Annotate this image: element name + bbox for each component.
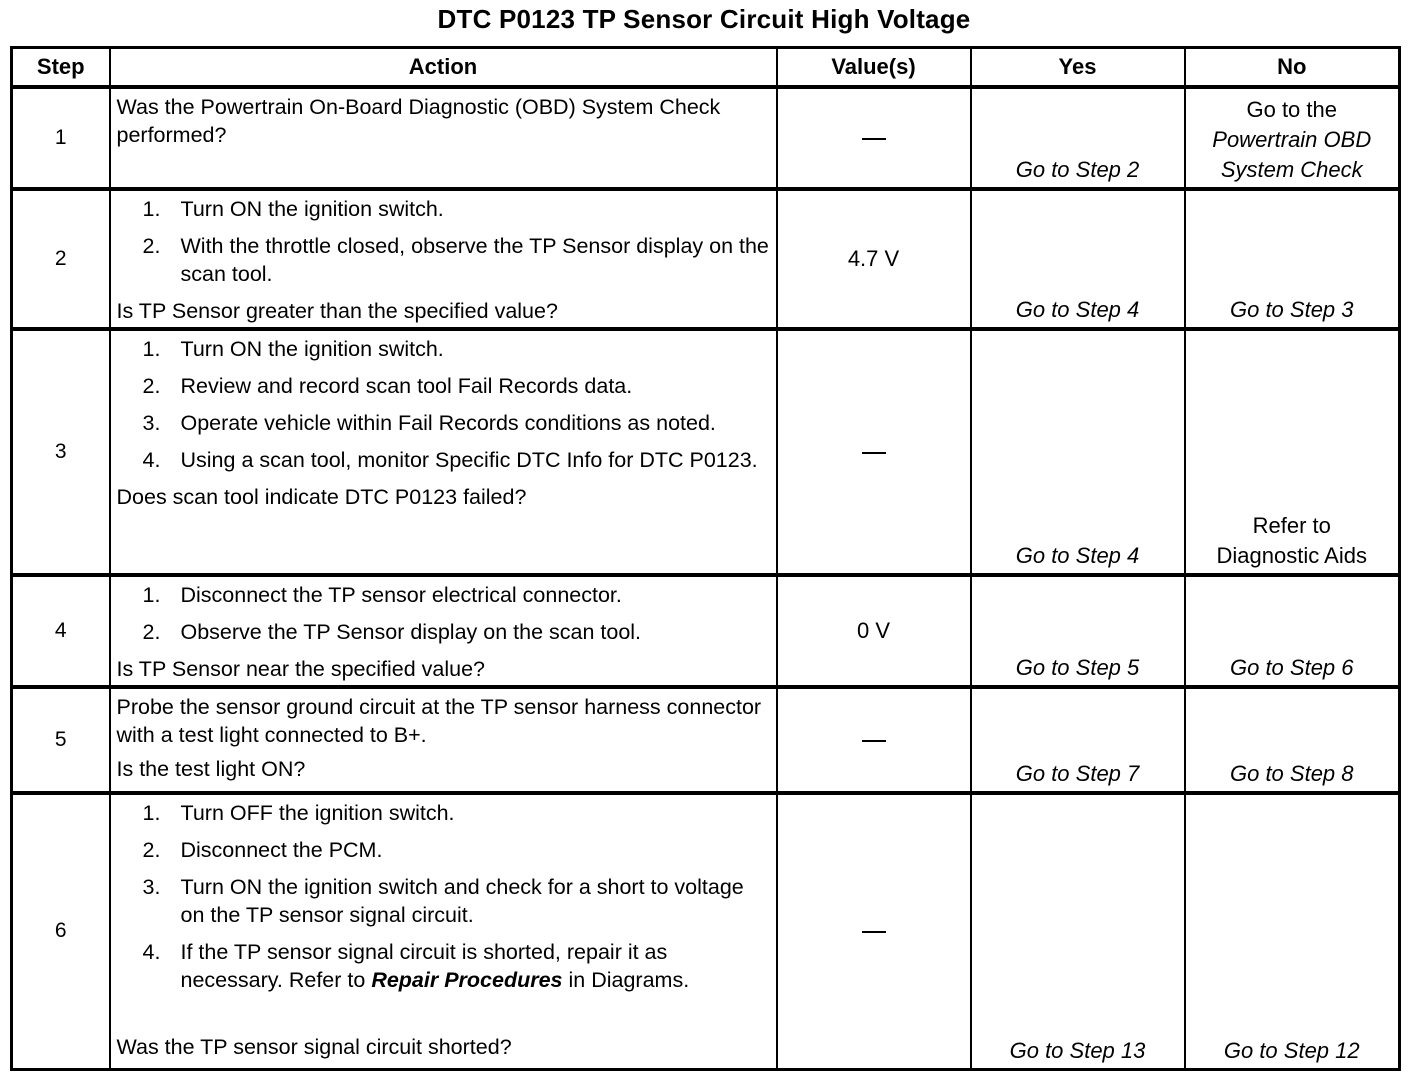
action-intro: Was the Powertrain On-Board Diagnostic (OBD) System Check performed?	[116, 95, 721, 147]
value-dash	[862, 740, 886, 742]
item-text: Turn ON the ignition switch.	[180, 197, 444, 221]
list-item	[143, 581, 770, 609]
action-question: Is TP Sensor near the specified value?	[116, 657, 486, 681]
value-dash	[862, 138, 886, 140]
action-question: Does scan tool indicate DTC P0123 failed?	[116, 485, 527, 509]
table-row	[12, 687, 1400, 793]
table-header-row	[12, 48, 1400, 88]
diagnostic-table	[10, 46, 1401, 1071]
step-number: 2	[12, 189, 110, 329]
yes-cell: Go to Step 5	[971, 575, 1185, 687]
action-cell	[110, 189, 777, 329]
step-number: 1	[12, 87, 110, 189]
list-item	[143, 232, 770, 288]
item-number: 1.	[142, 801, 161, 825]
item-text: Disconnect the TP sensor electrical connector.	[180, 583, 622, 607]
item-text: Using a scan tool, monitor Specific DTC Info for DTC P0123.	[180, 448, 758, 472]
repair-procedures-ref: Repair Procedures	[371, 968, 563, 992]
item-number: 1.	[142, 583, 161, 607]
item-number: 3.	[142, 411, 161, 435]
item-number: 2.	[142, 234, 161, 258]
action-steps	[117, 799, 770, 994]
no-cell: Go to Step 12	[1185, 793, 1400, 1069]
value-cell: 0 V	[777, 575, 971, 687]
header-action: Action	[110, 48, 777, 88]
no-cell: Go to Step 8	[1185, 687, 1400, 793]
action-cell	[110, 793, 777, 1069]
value-dash	[862, 452, 886, 454]
value-cell	[777, 687, 971, 793]
value-dash	[862, 931, 886, 933]
list-item	[143, 938, 770, 994]
value-cell	[777, 793, 971, 1069]
item-text: Operate vehicle within Fail Records conditions as noted.	[180, 411, 716, 435]
list-item	[143, 799, 770, 827]
list-item	[143, 372, 770, 400]
item-text: Turn OFF the ignition switch.	[180, 801, 455, 825]
spacer	[117, 1003, 770, 1033]
item-number: 1.	[142, 337, 161, 361]
table-row	[12, 575, 1400, 687]
header-yes: Yes	[971, 48, 1185, 88]
list-item	[143, 446, 770, 474]
value-cell: 4.7 V	[777, 189, 971, 329]
item-number: 4.	[142, 940, 161, 964]
action-steps	[117, 335, 770, 474]
item-text: Observe the TP Sensor display on the scan tool.	[180, 620, 642, 644]
list-item	[143, 836, 770, 864]
step-number: 5	[12, 687, 110, 793]
no-prefix: Go to the	[1246, 97, 1337, 122]
no-link: Powertrain OBD System Check	[1212, 127, 1372, 182]
item-number: 4.	[142, 448, 161, 472]
item-text: Turn ON the ignition switch and check for a short to voltage on the TP sensor signal circuit.	[180, 875, 744, 927]
table-row	[12, 189, 1400, 329]
item-number: 1.	[142, 197, 161, 221]
item-number: 2.	[142, 620, 161, 644]
list-item	[143, 195, 770, 223]
list-item	[143, 873, 770, 929]
step-number: 4	[12, 575, 110, 687]
header-values: Value(s)	[777, 48, 971, 88]
step-number: 3	[12, 329, 110, 575]
yes-cell: Go to Step 7	[971, 687, 1185, 793]
item-text-lead: If the TP sensor signal circuit is shorted, repair it as necessary. Refer to	[180, 940, 668, 992]
table-row	[12, 793, 1400, 1069]
action-question: Is the test light ON?	[116, 757, 306, 781]
action-question: Is TP Sensor greater than the specified value?	[116, 299, 558, 323]
item-text	[181, 938, 770, 994]
no-cell	[1185, 87, 1400, 189]
list-item	[143, 618, 770, 646]
table-row	[12, 329, 1400, 575]
item-text: With the throttle closed, observe the TP Sensor display on the scan tool.	[180, 234, 769, 286]
action-question: Was the TP sensor signal circuit shorted?	[116, 1035, 512, 1059]
action-intro: Probe the sensor ground circuit at the TP sensor harness connector with a test light connected to B+.	[116, 695, 762, 747]
yes-cell: Go to Step 2	[971, 87, 1185, 189]
action-steps	[117, 581, 770, 646]
no-cell: Refer to Diagnostic Aids	[1185, 329, 1400, 575]
item-number: 2.	[142, 374, 161, 398]
header-step: Step	[12, 48, 110, 88]
list-item	[143, 335, 770, 363]
action-cell	[110, 87, 777, 189]
yes-cell: Go to Step 4	[971, 189, 1185, 329]
item-number: 3.	[142, 875, 161, 899]
list-item	[143, 409, 770, 437]
action-cell	[110, 687, 777, 793]
item-text: Disconnect the PCM.	[180, 838, 383, 862]
yes-cell: Go to Step 13	[971, 793, 1185, 1069]
value-cell	[777, 329, 971, 575]
action-cell	[110, 575, 777, 687]
item-text: Review and record scan tool Fail Records data.	[180, 374, 633, 398]
no-cell: Go to Step 6	[1185, 575, 1400, 687]
no-cell: Go to Step 3	[1185, 189, 1400, 329]
step-number: 6	[12, 793, 110, 1069]
table-row	[12, 87, 1400, 189]
action-cell	[110, 329, 777, 575]
value-cell	[777, 87, 971, 189]
page-title: DTC P0123 TP Sensor Circuit High Voltage	[437, 4, 971, 34]
item-text-tail: in Diagrams.	[568, 968, 690, 992]
header-no: No	[1185, 48, 1400, 88]
item-text: Turn ON the ignition switch.	[180, 337, 444, 361]
action-steps	[117, 195, 770, 288]
item-number: 2.	[142, 838, 161, 862]
yes-cell: Go to Step 4	[971, 329, 1185, 575]
